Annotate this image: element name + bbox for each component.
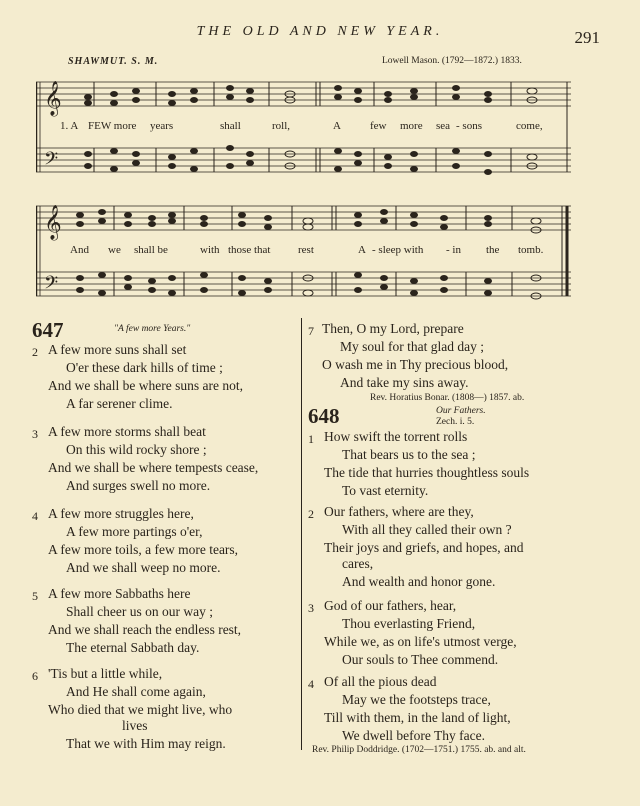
- tune-lyric: - sleep with: [372, 244, 424, 256]
- verse-line: Our fathers, where are they,: [324, 504, 474, 519]
- tune-lyric: years: [150, 120, 174, 132]
- verse-number: 4: [32, 509, 38, 523]
- hymn-number: 647: [32, 318, 64, 342]
- tune-lyric: A: [333, 120, 341, 132]
- verse-line: My soul for that glad day ;: [340, 339, 484, 354]
- verse-number: 7: [308, 324, 314, 338]
- hymn-number: 648: [308, 404, 340, 428]
- verse-line: That we with Him may reign.: [66, 736, 226, 751]
- verse-line: A far serener clime.: [66, 396, 173, 411]
- tune-lyric: with: [200, 244, 220, 256]
- tune-lyric: A: [358, 244, 366, 256]
- verse-line: We dwell before Thy face.: [342, 728, 485, 743]
- column-divider: [301, 318, 302, 750]
- tune-lyric: FEW more: [88, 120, 137, 132]
- verse-line: A few more partings o'er,: [66, 524, 203, 539]
- verse-line: And He shall come again,: [66, 684, 206, 699]
- verse-number: 6: [32, 669, 38, 683]
- verse-line: lives: [122, 718, 148, 733]
- verse-line: Then, O my Lord, prepare: [322, 321, 464, 336]
- verse-line: A few more struggles here,: [48, 506, 194, 521]
- verse-line: And we shall reach the endless rest,: [48, 622, 242, 637]
- verse-line: Thou everlasting Friend,: [342, 616, 476, 631]
- verse-line: And we shall be where suns are not,: [48, 378, 243, 393]
- verse-line: May we the footsteps trace,: [342, 692, 491, 707]
- verse-line: A few more suns shall set: [48, 342, 187, 357]
- verse-line: To vast eternity.: [342, 483, 429, 498]
- verse-line: And take my sins away.: [340, 375, 469, 390]
- page-number: 291: [574, 28, 600, 47]
- tune-name: SHAWMUT. S. M.: [68, 56, 159, 67]
- verse-line: While we, as on life's utmost verge,: [324, 634, 517, 649]
- tune-lyric: roll,: [272, 120, 291, 132]
- verse-number: 2: [32, 345, 38, 359]
- svg-text:𝄢: 𝄢: [44, 149, 59, 174]
- verse-line: Till with them, in the land of light,: [324, 710, 511, 725]
- tune-lyric: few: [370, 120, 387, 132]
- verse-line: A few more toils, a few more tears,: [48, 542, 239, 557]
- verse-number: 2: [308, 507, 314, 521]
- verse-line: And surges swell no more.: [66, 478, 211, 493]
- verse-number: 5: [32, 589, 38, 603]
- svg-text:𝄞: 𝄞: [44, 81, 62, 116]
- verse-line: cares,: [342, 556, 374, 571]
- scripture-reference: Zech. i. 5.: [436, 417, 475, 427]
- running-title: THE OLD AND NEW YEAR.: [196, 24, 444, 39]
- verse-line: A few more Sabbaths here: [48, 586, 191, 601]
- verse-line: The tide that hurries thoughtless souls: [324, 465, 530, 480]
- verse-line: And we shall weep no more.: [66, 560, 221, 575]
- tune-lyric: 1. A: [60, 120, 79, 132]
- hymn-author: Rev. Philip Doddridge. (1702—1751.) 1755. ab. and alt.: [312, 745, 526, 755]
- tune-composer: Lowell Mason. (1792—1872.) 1833.: [382, 56, 522, 66]
- verse-number: 3: [32, 427, 38, 441]
- verse-line: With all they called their own ?: [342, 522, 512, 537]
- verse-line: Who died that we might live, who: [48, 702, 233, 717]
- svg-text:𝄢: 𝄢: [44, 273, 59, 298]
- svg-text:𝄞: 𝄞: [44, 205, 62, 240]
- tune-lyric: - in: [446, 244, 461, 256]
- verse-line: And we shall be where tempests cease,: [48, 460, 259, 475]
- tune-lyric: come,: [516, 120, 543, 132]
- verse-line: God of our fathers, hear,: [324, 598, 457, 613]
- hymn-subtitle: "A few more Years.": [114, 324, 191, 334]
- tune-lyric: - sons: [456, 120, 482, 132]
- tune-lyric: rest: [298, 244, 314, 256]
- verse-line: O'er these dark hills of time ;: [66, 360, 223, 375]
- tune-lyric: tomb.: [518, 244, 544, 256]
- verse-line: Shall cheer us on our way ;: [66, 604, 213, 619]
- tune-lyric: the: [486, 244, 500, 256]
- tune-lyric: more: [400, 120, 423, 132]
- verse-line: Our souls to Thee commend.: [342, 652, 499, 667]
- verse-line: A few more storms shall beat: [48, 424, 206, 439]
- tune-lyric: shall be: [134, 244, 168, 256]
- tune-lyric: we: [108, 244, 121, 256]
- verse-line: How swift the torrent rolls: [324, 429, 468, 444]
- verse-number: 4: [308, 677, 314, 691]
- verse-line: That bears us to the sea ;: [342, 447, 476, 462]
- tune-lyric: And: [70, 244, 89, 256]
- verse-line: O wash me in Thy precious blood,: [322, 357, 509, 372]
- verse-line: On this wild rocky shore ;: [66, 442, 207, 457]
- verse-number: 3: [308, 601, 314, 615]
- verse-line: 'Tis but a little while,: [48, 666, 163, 681]
- tune-lyric: those that: [228, 244, 271, 256]
- verse-number: 1: [308, 432, 314, 446]
- tune-lyric: shall: [220, 120, 241, 132]
- verse-line: Of all the pious dead: [324, 674, 437, 689]
- verse-line: Their joys and griefs, and hopes, and: [324, 540, 524, 555]
- hymn-author: Rev. Horatius Bonar. (1808—) 1857. ab.: [370, 393, 525, 403]
- tune-lyric: sea: [436, 120, 451, 132]
- verse-line: And wealth and honor gone.: [342, 574, 496, 589]
- hymn-subtitle: Our Fathers.: [436, 406, 486, 416]
- verse-line: The eternal Sabbath day.: [66, 640, 200, 655]
